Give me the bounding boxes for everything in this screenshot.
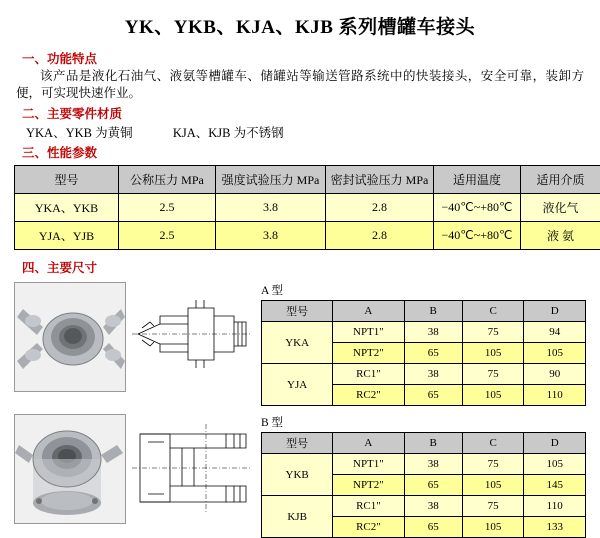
dim-a-r0-c2: 38 — [404, 322, 462, 343]
dim-b-r0-c4: 105 — [524, 454, 586, 475]
dim-a-r3-c2: 65 — [404, 385, 462, 406]
dim-b-col-1: A — [333, 433, 404, 454]
dim-b-model-kjb: KJB — [262, 496, 333, 538]
page-title: YK、YKB、KJA、KJB 系列槽罐车接头 — [14, 0, 586, 47]
dim-b-r3-c3: 105 — [462, 517, 524, 538]
dim-a-model-yka: YKA — [262, 322, 333, 364]
dim-a-r3-c1: RC2" — [333, 385, 404, 406]
dim-b-col-4: D — [524, 433, 586, 454]
perf-col-5: 适用介质 — [521, 166, 600, 194]
section-heading-dimensions: 四、主要尺寸 — [22, 258, 586, 276]
dim-b-r1-c1: NPT2" — [333, 475, 404, 496]
table-row — [15, 222, 600, 250]
table-row — [262, 364, 586, 385]
dim-a-r1-c4: 105 — [524, 343, 586, 364]
technical-drawing-b — [130, 414, 255, 522]
dimension-group-b — [14, 414, 586, 538]
dim-b-col-3: C — [462, 433, 524, 454]
perf-col-1: 公称压力 MPa — [119, 166, 216, 194]
dimension-label-a: A 型 — [261, 282, 586, 298]
dim-b-r2-c4: 110 — [524, 496, 586, 517]
dim-b-r2-c3: 75 — [462, 496, 524, 517]
dim-a-r3-c3: 105 — [462, 385, 524, 406]
dim-a-col-2: B — [404, 301, 462, 322]
performance-table — [14, 165, 600, 250]
perf-col-4: 适用温度 — [434, 166, 521, 194]
perf-r1-c4: −40℃~+80℃ — [434, 222, 521, 250]
perf-r0-c4: −40℃~+80℃ — [434, 194, 521, 222]
material-left: YKA、YKB 为黄铜 — [26, 126, 133, 140]
dim-b-r3-c2: 65 — [404, 517, 462, 538]
dim-b-r2-c1: RC1" — [333, 496, 404, 517]
dim-a-r2-c2: 38 — [404, 364, 462, 385]
section-heading-performance: 三、性能参数 — [22, 143, 586, 161]
dim-b-r1-c4: 145 — [524, 475, 586, 496]
section-heading-features: 一、功能特点 — [22, 49, 586, 67]
perf-r1-c2: 3.8 — [216, 222, 326, 250]
table-row — [15, 194, 600, 222]
dim-a-r2-c4: 90 — [524, 364, 586, 385]
table-header-row — [262, 433, 586, 454]
dim-b-model-ykb: YKB — [262, 454, 333, 496]
dimension-table-a — [261, 300, 586, 406]
dimension-table-a-wrap — [261, 282, 586, 406]
photo-coupling-b — [14, 414, 126, 524]
dim-b-r1-c3: 105 — [462, 475, 524, 496]
technical-drawing-a — [130, 282, 255, 390]
table-header-row — [15, 166, 600, 194]
perf-col-3: 密封试验压力 MPa — [326, 166, 434, 194]
dim-a-r1-c3: 105 — [462, 343, 524, 364]
dim-a-r2-c1: RC1" — [333, 364, 404, 385]
perf-r0-c2: 3.8 — [216, 194, 326, 222]
dimension-label-b: B 型 — [261, 414, 586, 430]
dim-a-r2-c3: 75 — [462, 364, 524, 385]
material-right: KJA、KJB 为不锈钢 — [173, 126, 284, 140]
dimensions-section — [14, 282, 586, 538]
dim-a-r0-c4: 94 — [524, 322, 586, 343]
table-row — [262, 496, 586, 517]
dim-b-col-2: B — [404, 433, 462, 454]
material-line — [26, 123, 586, 141]
dim-a-col-4: D — [524, 301, 586, 322]
perf-col-0: 型号 — [15, 166, 119, 194]
table-row — [262, 322, 586, 343]
dim-a-col-0: 型号 — [262, 301, 333, 322]
perf-r0-c0: YKA、YKB — [15, 194, 119, 222]
dimension-group-a — [14, 282, 586, 406]
section-heading-material: 二、主要零件材质 — [22, 104, 586, 122]
dim-b-col-0: 型号 — [262, 433, 333, 454]
dim-a-r0-c1: NPT1" — [333, 322, 404, 343]
dimension-table-b — [261, 432, 586, 538]
dim-b-r3-c1: RC2" — [333, 517, 404, 538]
dim-b-r0-c2: 38 — [404, 454, 462, 475]
dim-b-r1-c2: 65 — [404, 475, 462, 496]
dim-a-r3-c4: 110 — [524, 385, 586, 406]
perf-r0-c5: 液化气 — [521, 194, 600, 222]
perf-r0-c1: 2.5 — [119, 194, 216, 222]
dim-a-r1-c1: NPT2" — [333, 343, 404, 364]
table-row — [262, 454, 586, 475]
features-text: 该产品是液化石油气、液氨等槽罐车、储罐站等输送管路系统中的快装接头，安全可靠，装卸方便，可实现快速作业。 — [16, 68, 584, 102]
dim-b-r3-c4: 133 — [524, 517, 586, 538]
dimension-table-b-wrap — [261, 414, 586, 538]
table-header-row — [262, 301, 586, 322]
dim-a-model-yja: YJA — [262, 364, 333, 406]
perf-r1-c0: YJA、YJB — [15, 222, 119, 250]
perf-r0-c3: 2.8 — [326, 194, 434, 222]
perf-r1-c1: 2.5 — [119, 222, 216, 250]
dim-b-r0-c1: NPT1" — [333, 454, 404, 475]
perf-col-2: 强度试验压力 MPa — [216, 166, 326, 194]
dim-b-r2-c2: 38 — [404, 496, 462, 517]
perf-r1-c3: 2.8 — [326, 222, 434, 250]
perf-r1-c5: 液 氨 — [521, 222, 600, 250]
dim-b-r0-c3: 75 — [462, 454, 524, 475]
photo-coupling-a — [14, 282, 126, 392]
dim-a-r0-c3: 75 — [462, 322, 524, 343]
dim-a-col-3: C — [462, 301, 524, 322]
dim-a-r1-c2: 65 — [404, 343, 462, 364]
dim-a-col-1: A — [333, 301, 404, 322]
